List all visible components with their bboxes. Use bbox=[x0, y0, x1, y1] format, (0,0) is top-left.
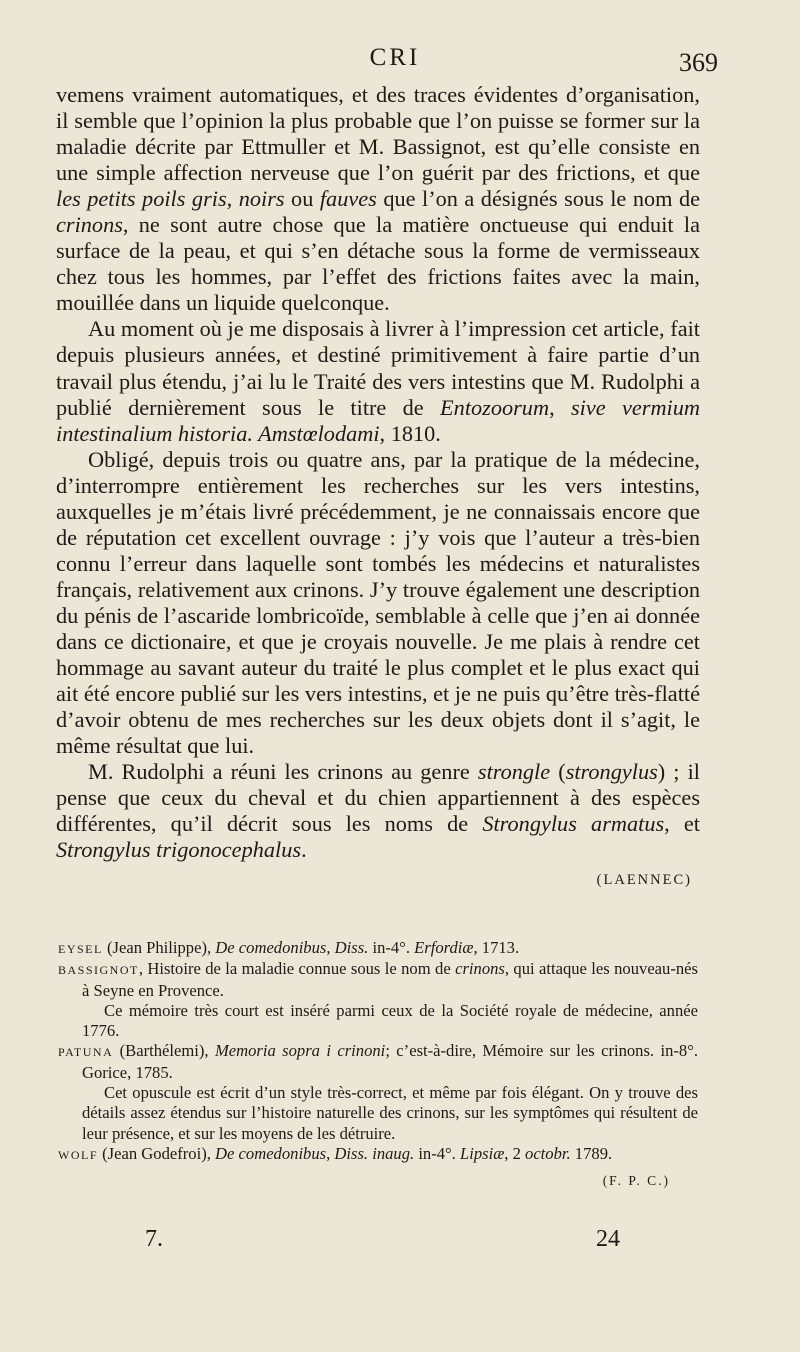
paragraph-4 bbox=[56, 759, 700, 863]
page-header bbox=[80, 44, 718, 78]
place-name: Lipsiæ bbox=[459, 1143, 505, 1163]
bibliography-note: Cet opuscule est écrit d’un style très-correct, et même par fois élégant. On y trouve des détails assez étendus sur l’histoire naturelle des crinons, sur les symptômes qui résultent de leur présence, et sur les moyens de les détruire. bbox=[82, 1083, 698, 1143]
text-run: , qui attaque les nouveau-nés à Seyne en Provence. bbox=[82, 959, 698, 1000]
text-run: , bbox=[326, 938, 335, 957]
signature-mark: 24 bbox=[596, 1226, 620, 1252]
author-name: WOLF bbox=[58, 1147, 98, 1162]
place-name: Erfordiæ bbox=[414, 938, 474, 957]
running-head: CRI bbox=[369, 44, 421, 71]
work-title: De comedonibus bbox=[215, 1143, 327, 1163]
text-run: in-4°. bbox=[414, 1143, 460, 1163]
paragraph-1 bbox=[56, 82, 700, 316]
italic-run: Strongylus armatus bbox=[482, 811, 665, 837]
author-name: PATUNA bbox=[58, 1045, 114, 1060]
text-run: (Jean Philippe), bbox=[102, 938, 216, 957]
italic-run: Entozoorum bbox=[440, 394, 550, 420]
text-run: M. Rudolphi a réuni les crinons au genre bbox=[88, 759, 478, 785]
bibliography-entry bbox=[58, 1144, 698, 1165]
text-run: , bbox=[226, 186, 239, 212]
text-run: ( bbox=[550, 759, 566, 785]
italic-run: strongylus bbox=[565, 759, 658, 785]
main-text bbox=[56, 82, 700, 893]
text-run: , ne sont autre chose que la matière onctueuse qui enduit la surface de la peau, et qui s’en détache sous la forme de vermisseaux chez tous les hommes, par l’effet des frictions faites avec la main, mouillée dans un liquide quelconque. bbox=[56, 212, 700, 316]
paragraph-3: Obligé, depuis trois ou quatre ans, par la pratique de la médecine, d’interrompre entièrement les recherches sur les vers intestins, auxquelles je m’étais livré précédemment, je ne connaissais encore que de réputation cet excellent ouvrage : j’y vois que l’auteur a très-bien connu l’erreur dans laquelle sont tombés les médecins et naturalistes français, relativement aux crinons. J’y trouve également une description du pénis de l’ascaride lombricoïde, semblable à celle que j’en ai donnée dans ce dictionaire, et que je croyais nouvelle. Je me plais à rendre cet hommage au savant auteur du traité le plus complet et le plus exact qui ait été encore publié sur les vers intestins, et je ne puis qu’être très-flatté d’avoir obtenu de mes recherches sur les deux objets dont il s’agit, le même résultat que lui. bbox=[56, 446, 700, 759]
bibliography-entry bbox=[58, 1041, 698, 1083]
italic-run: Diss. bbox=[334, 938, 369, 957]
italic-run: les petits poils gris bbox=[56, 186, 227, 212]
italic-run: Diss. inaug. bbox=[334, 1143, 415, 1163]
bibliography-entry bbox=[58, 938, 698, 959]
work-title: De comedonibus bbox=[215, 938, 327, 957]
text-run: . bbox=[301, 837, 307, 863]
author-name: BASSIGNOT bbox=[58, 963, 139, 978]
text-run: Au moment où je me disposais à livrer à l’impression cet article, fait depuis plusieurs années, et destiné primitivement à faire partie d’un travail plus étendu, j’ai lu le Traité des vers intestins que M. Rudolphi a publié dernièrement sous le titre de bbox=[56, 316, 700, 420]
bibliography-signature: (F. P. C.) bbox=[602, 1173, 670, 1189]
text-run: in-4°. bbox=[368, 938, 415, 957]
italic-run: crinons bbox=[56, 212, 123, 238]
italic-run: noirs bbox=[238, 186, 285, 212]
text-run: , Histoire de la maladie connue sous le nom de bbox=[138, 959, 456, 979]
text-run: , 1810. bbox=[379, 420, 441, 446]
text-run: , 2 bbox=[504, 1143, 526, 1163]
author-signature: (LAENNEC) bbox=[596, 872, 692, 889]
bibliography bbox=[58, 938, 698, 1192]
italic-run: strongle bbox=[477, 759, 551, 785]
italic-run: sive vermium intestinalium historia. Amstœlodami bbox=[56, 394, 701, 446]
text-run: ; c’est-à-dire, Mémoire sur les crinons. in-8°. Gorice, 1785. bbox=[82, 1041, 698, 1082]
bibliography-note: Ce mémoire très court est inséré parmi ceux de la Société royale de médecine, année 1776. bbox=[82, 1000, 698, 1041]
text-run: ) ; il pense que ceux du cheval et du chien appartiennent à des espèces différentes, qu’il décrit sous les noms de bbox=[56, 759, 700, 837]
sheet-number: 7. bbox=[145, 1226, 163, 1252]
author-name: EYSEL bbox=[58, 942, 103, 956]
text-run: , 1713. bbox=[473, 938, 520, 957]
text-run: , et bbox=[664, 811, 700, 837]
italic-run: Strongylus trigonocephalus bbox=[56, 837, 302, 863]
paragraph-2 bbox=[56, 316, 700, 446]
text-run: 1789. bbox=[570, 1143, 613, 1163]
text-run: que l’on a désignés sous le nom de bbox=[376, 186, 700, 212]
text-run: , bbox=[549, 394, 571, 420]
text-run: ou bbox=[284, 186, 320, 212]
italic-run: octobr. bbox=[525, 1143, 571, 1163]
italic-run: fauves bbox=[319, 186, 377, 212]
text-run: , bbox=[326, 1143, 335, 1163]
bibliography-entry bbox=[58, 959, 698, 1001]
text-run: (Barthélemi), bbox=[113, 1041, 215, 1061]
text-run: (Jean Godefroi), bbox=[98, 1143, 216, 1163]
page-number: 369 bbox=[679, 48, 718, 77]
italic-run: crinons bbox=[455, 959, 505, 979]
text-run: vemens vraiment automatiques, et des traces évidentes d’organisation, il semble que l’opinion la plus probable que l’on puisse se former sur la maladie décrite par Ettmuller et M. Bassignot, est qu’elle consiste en une simple affection nerveuse que l’on guérit par des frictions, et que bbox=[56, 82, 700, 186]
work-title: Memoria sopra i crinoni bbox=[214, 1041, 386, 1061]
